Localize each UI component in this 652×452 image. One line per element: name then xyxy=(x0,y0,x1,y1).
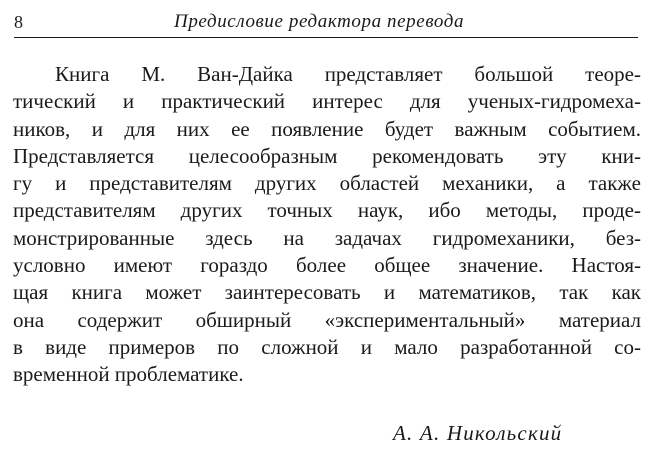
author-signature: А. А. Никольский xyxy=(393,421,563,445)
text-line: условно имеют гораздо более общее значение. Настоя- xyxy=(13,253,641,278)
running-head-title: Предисловие редактора перевода xyxy=(174,11,465,32)
page-header xyxy=(14,8,638,36)
text-line: тический и практический интерес для ученых-гидромеха- xyxy=(13,89,641,114)
text-line: в виде примеров по сложной и мало разработанной со- xyxy=(13,334,641,359)
text-line: гу и представителям других областей механики, а также xyxy=(13,171,641,196)
text-line: Представляется целесообразным рекомендовать эту кни- xyxy=(13,143,641,168)
text-line: представителям других точных наук, ибо методы, проде- xyxy=(13,198,641,223)
text-line: временной проблематике. xyxy=(13,362,244,387)
text-line: ников, и для них ее появление будет важным событием. xyxy=(13,116,641,141)
text-line: монстрированные здесь на задачах гидромеханики, без- xyxy=(13,225,641,250)
text-line: она содержит обширный «экспериментальный» материал xyxy=(13,307,641,332)
text-line: щая книга может заинтересовать и математиков, так как xyxy=(13,280,641,305)
body-paragraph xyxy=(13,61,641,389)
text-line: Книга М. Ван-Дайка представляет большой теоре- xyxy=(55,62,641,86)
header-rule xyxy=(14,37,638,38)
page-number: 8 xyxy=(14,12,23,32)
